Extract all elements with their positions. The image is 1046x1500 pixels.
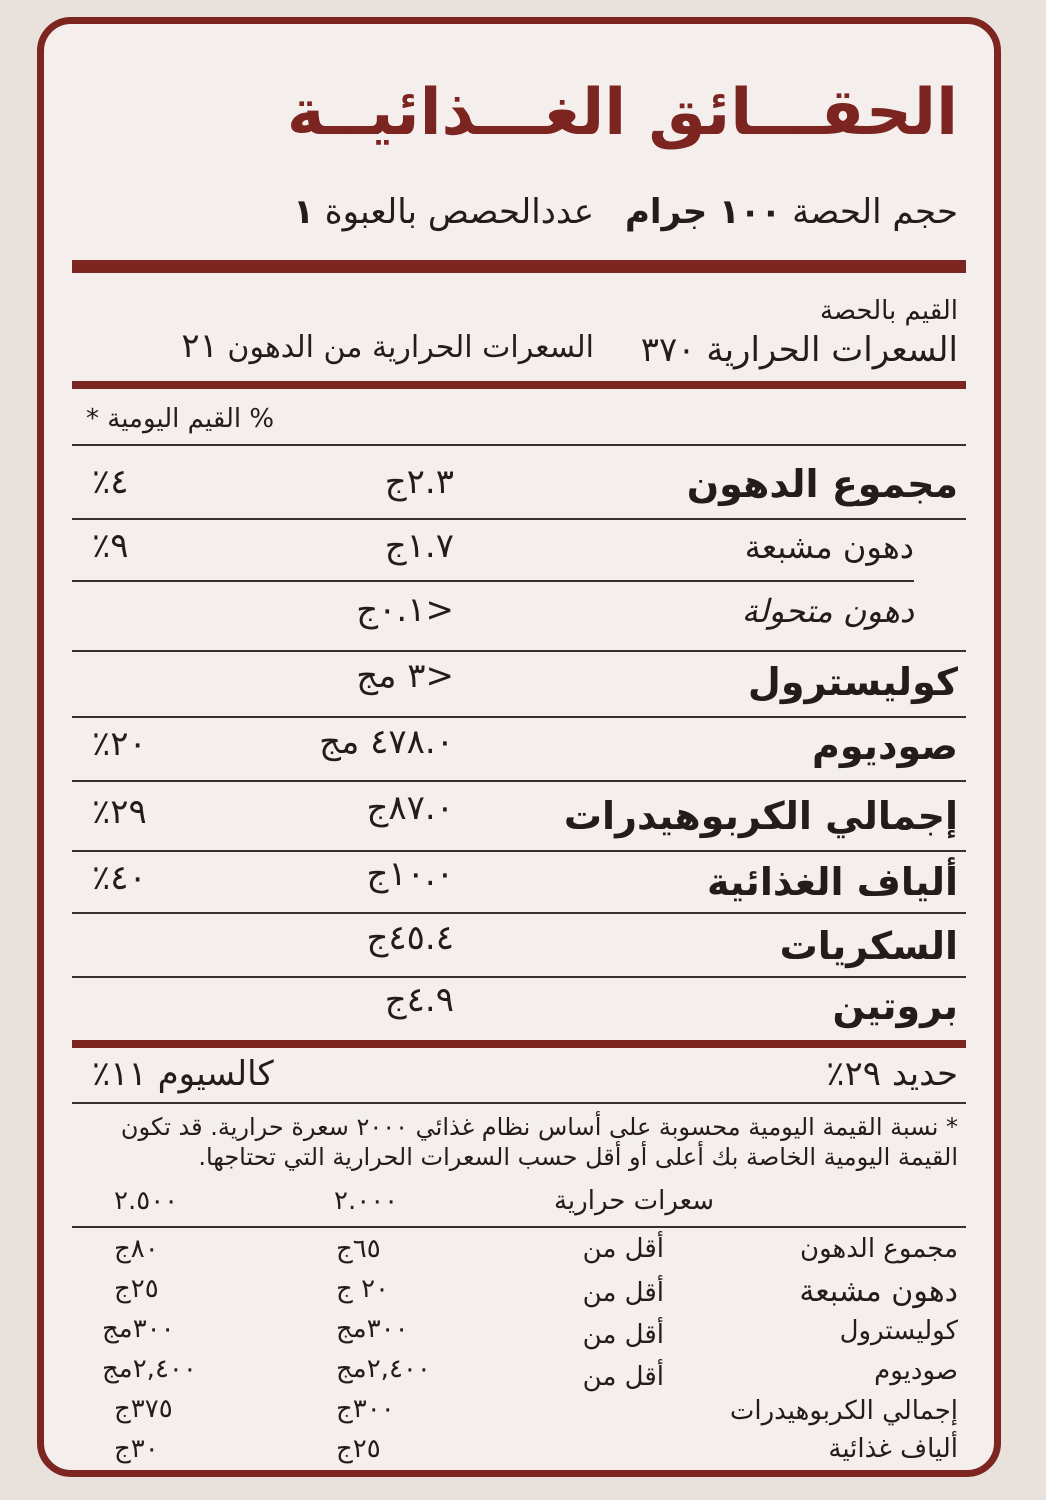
reference-row-qualifier: أقل من [582,1320,664,1350]
calories-from-fat-label: السعرات الحرارية من الدهون [227,330,594,365]
serving-size-value: ١٠٠ جرام [624,192,782,232]
reference-row-qualifier: أقل من [582,1278,664,1308]
divider [72,912,966,914]
divider [72,1102,966,1104]
calories-value: ٣٧٠ [640,330,696,370]
nutrient-name: كوليسترول [747,660,958,704]
reference-row-name: ألياف غذائية [828,1434,958,1464]
divider [72,716,966,718]
nutrient-name: ألياف الغذائية [707,860,958,904]
serving-size [625,192,958,232]
nutrient-name: مجموع الدهون [686,462,958,506]
calories-label: السعرات الحرارية [706,330,958,370]
iron: حديد ٢٩٪ [826,1054,958,1094]
reference-row-2500: ٣٧٥ج [114,1394,173,1424]
footnote-line-2: القيمة اليومية الخاصة بك أعلى أو أقل حسب السعرات الحرارية التي تحتاجها. [198,1143,958,1171]
reference-row-2000: ٦٥ج [336,1234,381,1264]
reference-row-2500: ٣٠ج [114,1434,159,1464]
divider [72,850,966,852]
reference-row-2000: ٣٠٠مج [336,1314,409,1344]
nutrient-daily-value: ٢٩٪ [92,792,147,832]
nutrient-daily-value: ٩٪ [92,526,129,566]
nutrient-name: إجمالي الكربوهيدرات [563,794,958,838]
footnote-line-1: * نسبة القيمة اليومية محسوبة على أساس نظام غذائي ٢٠٠٠ سعرة حرارية. قد تكون [120,1113,958,1141]
reference-row-name: دهون مشبعة [799,1274,958,1309]
servings-count-value: ١ [293,192,314,232]
nutrient-amount: ٢.٣ج [384,462,454,502]
thick-divider [72,260,966,273]
nutrient-name: صوديوم [812,724,958,768]
nutrient-amount: ٤٥.٤ج [366,918,454,958]
calories [641,330,958,370]
nutrient-amount: <٠.١ج [356,590,454,630]
reference-row-2500: ٨٠ج [114,1234,159,1264]
reference-row-2500: ٢,٤٠٠مج [102,1354,197,1384]
nutrient-amount: ١٠.٠ج [366,854,454,894]
reference-row-2000: ٢٠ ج [336,1274,389,1304]
label-title: الحقـــائق الغـــذائيــة [286,76,958,150]
reference-col-2500: ٢.٥٠٠ [114,1186,179,1216]
nutrient-daily-value: ٤٪ [92,462,129,502]
reference-row-2500: ٣٠٠مج [102,1314,175,1344]
reference-col-2000: ٢.٠٠٠ [334,1186,399,1216]
reference-row-2000: ٢,٤٠٠مج [336,1354,431,1384]
calories-from-fat [181,326,594,366]
reference-row-2500: ٢٥ج [114,1274,159,1304]
divider [72,650,966,652]
divider [72,444,966,446]
serving-size-label: حجم الحصة [792,192,958,232]
reference-row-2000: ٣٠٠ج [336,1394,395,1424]
nutrition-facts-label [37,17,1001,1477]
divider [72,976,966,978]
per-serving-heading: القيم بالحصة [819,296,958,326]
reference-calories-label: سعرات حرارية [553,1186,714,1216]
nutrient-name: دهون مشبعة [744,528,914,566]
divider [72,518,966,520]
nutrient-name: دهون متحولة [741,592,914,630]
nutrient-amount: ٤٧٨.٠ مج [319,722,454,762]
medium-divider [72,1040,966,1048]
divider [72,580,914,582]
nutrient-amount: ٤.٩ج [384,980,454,1020]
servings-per-container [293,192,594,232]
reference-row-name: مجموع الدهون [800,1234,958,1264]
nutrient-daily-value: ٤٠٪ [92,858,147,898]
reference-row-qualifier: أقل من [582,1234,664,1264]
divider [72,1226,966,1228]
nutrient-amount: <٣ مج [356,656,454,696]
divider [72,780,966,782]
reference-row-name: كوليسترول [839,1316,958,1346]
nutrient-amount: ١.٧ج [384,526,454,566]
daily-value-header: % القيم اليومية * [86,404,275,434]
reference-row-name: إجمالي الكربوهيدرات [729,1396,958,1426]
calcium: كالسيوم ١١٪ [92,1054,274,1094]
nutrient-name: السكريات [779,924,958,968]
reference-row-qualifier: أقل من [582,1362,664,1392]
medium-divider [72,381,966,389]
nutrient-name: بروتين [832,984,958,1028]
reference-row-2000: ٢٥ج [336,1434,381,1464]
calories-from-fat-value: ٢١ [181,326,218,366]
reference-row-name: صوديوم [874,1356,958,1386]
nutrient-daily-value: ٢٠٪ [92,724,147,764]
servings-count-label: عددالحصص بالعبوة [324,192,594,232]
nutrient-amount: ٨٧.٠ج [366,788,454,828]
